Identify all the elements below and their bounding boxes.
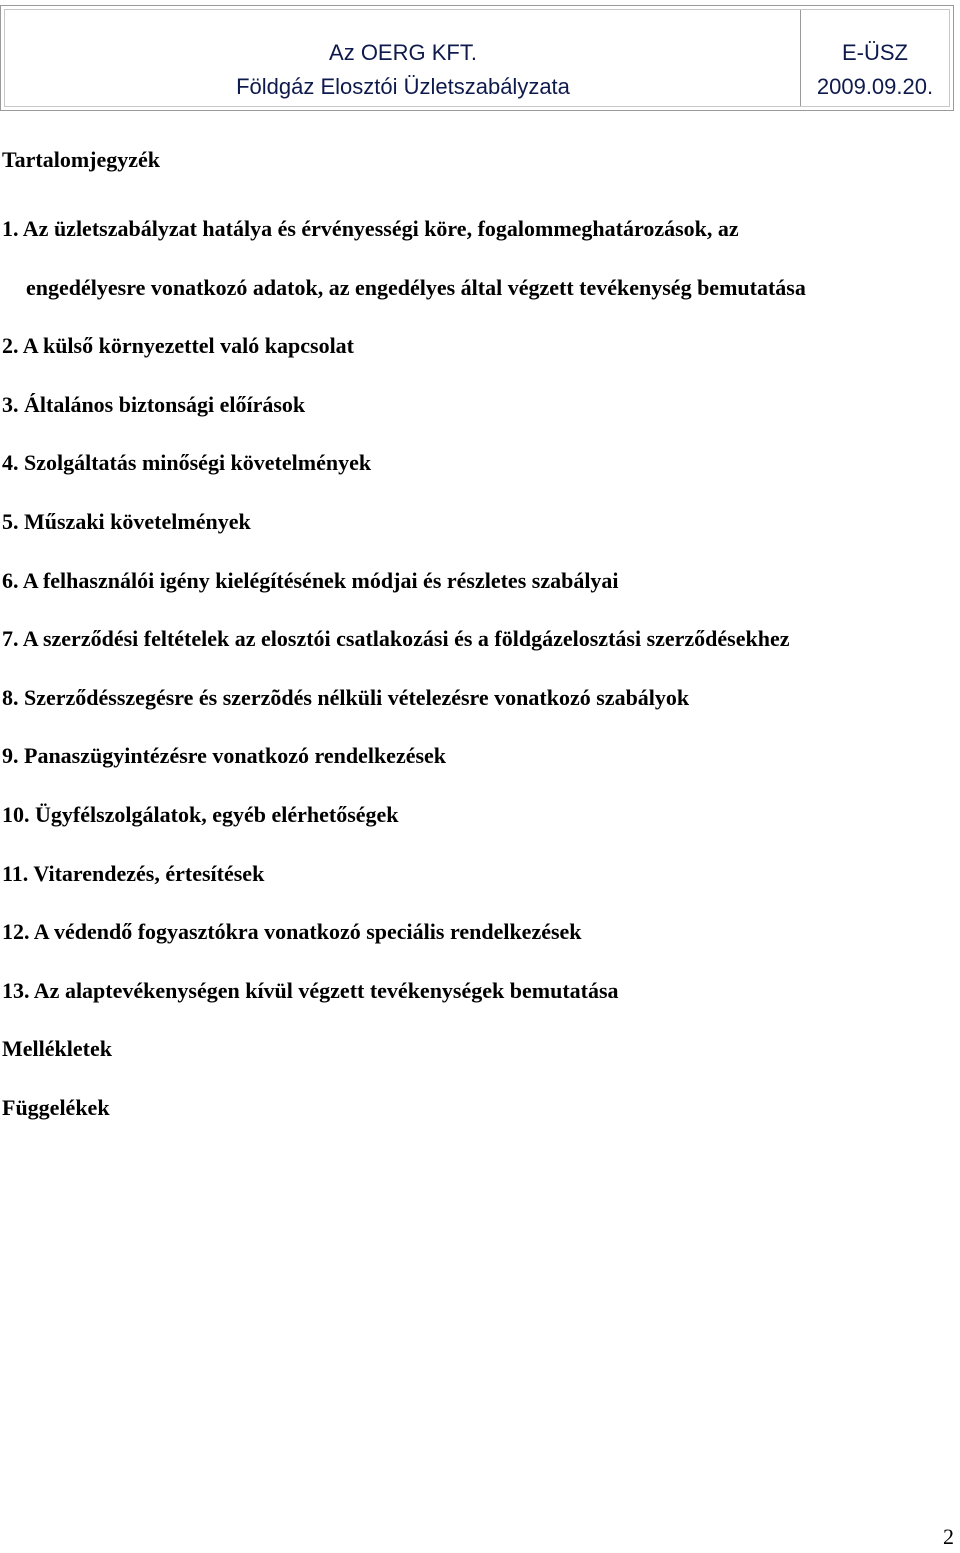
- toc-item-text: 3. Általános biztonsági előírások: [2, 391, 306, 417]
- toc-item-text: 5. Műszaki követelmények: [2, 508, 251, 534]
- toc-item: [2, 669, 942, 728]
- toc-item-text: 9. Panaszügyintézésre vonatkozó rendelkezések: [2, 743, 447, 769]
- company-name: Az OERG KFT.: [329, 40, 477, 65]
- toc-item-text: 6. A felhasználói igény kielégítésének módjai és részletes szabályai: [2, 567, 619, 593]
- header-frame: [4, 9, 950, 107]
- toc-item: [2, 552, 942, 611]
- toc-item: [2, 200, 942, 317]
- toc-heading: Tartalomjegyzék: [2, 147, 161, 172]
- page-number: 2: [943, 1524, 954, 1549]
- toc-item-text: 10. Ügyfélszolgálatok, egyéb elérhetőségek: [2, 801, 399, 827]
- toc-item-text: Mellékletek: [2, 1036, 112, 1062]
- toc-item: [2, 317, 942, 376]
- toc-item: [2, 903, 942, 962]
- toc-list: [2, 200, 942, 1138]
- toc-item-text: 12. A védendő fogyasztókra vonatkozó speciális rendelkezések: [2, 919, 582, 945]
- toc-item: [2, 376, 942, 435]
- toc-item-text: 8. Szerződésszegésre és szerzõdés nélküli vételezésre vonatkozó szabályok: [2, 684, 690, 710]
- toc-item-text: 11. Vitarendezés, értesítések: [2, 860, 265, 886]
- toc-item-continuation: engedélyesre vonatkozó adatok, az engedélyes által végzett tevékenység bemutatása: [26, 274, 806, 300]
- toc-item: [2, 962, 942, 1021]
- toc-item-text: 4. Szolgáltatás minőségi követelmények: [2, 450, 372, 476]
- toc-item: [2, 1079, 942, 1138]
- toc-item: [2, 845, 942, 904]
- toc-item-text: Függelékek: [2, 1094, 110, 1120]
- toc-item-text: 13. Az alaptevékenységen kívül végzett tevékenységek bemutatása: [2, 977, 619, 1003]
- header-meta-cell: [801, 10, 949, 106]
- toc-item: [2, 610, 942, 669]
- document-header: [0, 5, 954, 111]
- document-code: E-ÜSZ: [842, 40, 908, 65]
- document-date: 2009.09.20.: [816, 74, 934, 99]
- toc-item: [2, 786, 942, 845]
- toc-item-text: 1. Az üzletszabályzat hatálya és érvényességi köre, fogalommeghatározások, az: [2, 216, 739, 241]
- header-title-cell: [5, 10, 801, 106]
- toc-item-text: 2. A külső környezettel való kapcsolat: [2, 333, 355, 359]
- toc-item: [2, 493, 942, 552]
- toc-item: [2, 727, 942, 786]
- toc-item: [2, 1020, 942, 1079]
- document-title: Földgáz Elosztói Üzletszabályzata: [236, 74, 570, 99]
- toc-item-text: 7. A szerződési feltételek az elosztói csatlakozási és a földgázelosztási szerződésekhez: [2, 626, 790, 652]
- toc-item: [2, 434, 942, 493]
